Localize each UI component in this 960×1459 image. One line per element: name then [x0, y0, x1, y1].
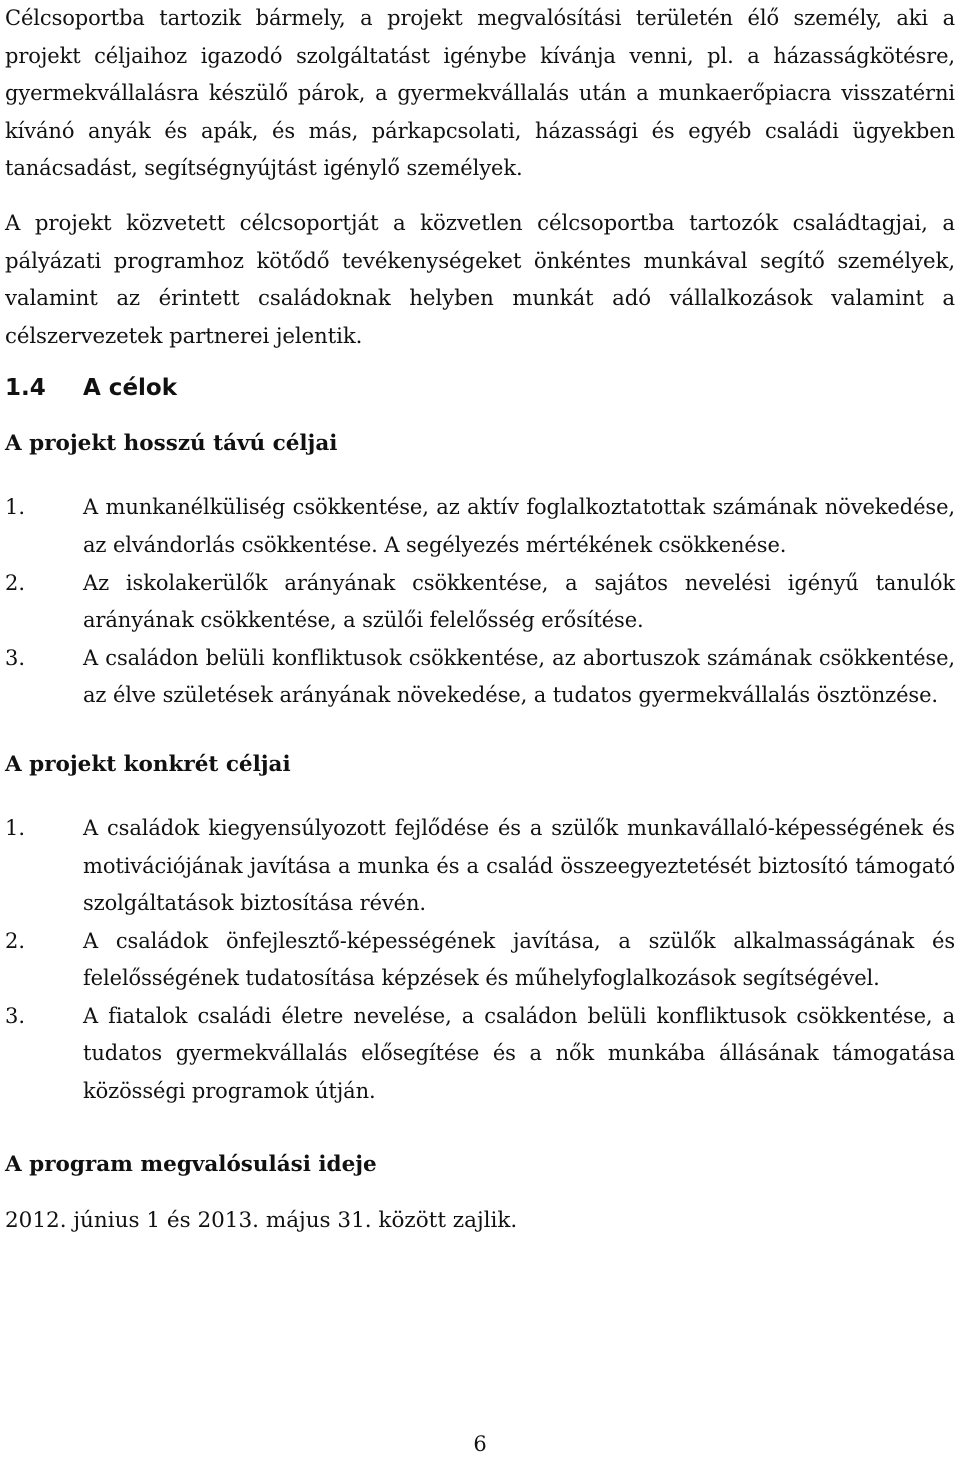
list-item-number: 2. — [5, 928, 26, 953]
page-number: 6 — [473, 1432, 487, 1456]
section-title: A célok — [83, 375, 178, 402]
list-item-text: A családok kiegyensúlyozott fejlődése és a szülők munkavállaló-képességének és motivációjának javítása a munka és a család összeegyeztetését biztosító támogató szolgáltatások biztosítása révén. — [83, 815, 955, 916]
list-item-number: 2. — [5, 570, 26, 595]
timeline-heading: A program megvalósulási ideje — [5, 1151, 377, 1177]
timeline-text: 2012. június 1 és 2013. május 31. között zajlik. — [5, 1207, 518, 1233]
document-page — [5, 0, 955, 1241]
list-item-text: A családok önfejlesztő-képességének javítása, a szülők alkalmasságának és felelősségének tudatosítása képzések és műhelyfoglalkozások segítségével. — [83, 928, 955, 991]
list-item-number: 3. — [5, 1003, 26, 1028]
list-item — [5, 923, 955, 998]
list-item-text: A fiatalok családi életre nevelése, a családon belüli konfliktusok csökkentése, a tudatos gyermekvállalás elősegítése és a nők munkába állásának támogatása közösségi programok útján. — [83, 1003, 955, 1104]
list-item-number: 1. — [5, 815, 26, 840]
list-item-text: Az iskolakerülők arányának csökkentése, a sajátos nevelési igényű tanulók arányának csökkentése, a szülői felelősség erősítése. — [83, 570, 955, 633]
list-item-text: A munkanélküliség csökkentése, az aktív foglalkoztatottak számának növekedése, az elvándorlás csökkentése. A segélyezés mértékének csökkenése. — [83, 495, 955, 557]
list-item-number: 1. — [5, 495, 26, 520]
list-item — [5, 489, 955, 564]
list-item — [5, 640, 955, 715]
concrete-goals-list — [5, 810, 955, 1111]
list-item-text: A családon belüli konfliktusok csökkentése, az abortuszok számának csökkentése, az élve születések arányának növekedése, a tudatos gyermekvállalás ösztönzése. — [83, 645, 955, 708]
section-number: 1.4 — [5, 375, 46, 402]
indirect-target-group-paragraph: A projekt közvetett célcsoportját a közvetlen célcsoportba tartozók családtagjai, a pályázati programhoz kötődő tevékenységeket önkéntes munkával segítő személyek, valamint az érintett családoknak helyben munkát adó vállalkozások valamint a célszervezetek partnerei jelentik. — [5, 210, 955, 349]
list-item — [5, 565, 955, 640]
list-item — [5, 998, 955, 1111]
section-heading — [5, 368, 955, 408]
list-item — [5, 810, 955, 923]
long-term-goals-list — [5, 489, 955, 715]
long-term-goals-heading: A projekt hosszú távú céljai — [5, 431, 338, 457]
list-item-number: 3. — [5, 645, 26, 670]
concrete-goals-heading: A projekt konkrét céljai — [5, 751, 291, 777]
target-group-paragraph: Célcsoportba tartozik bármely, a projekt megvalósítási területén élő személy, aki a projekt céljaihoz igazodó szolgáltatást igénybe kívánja venni, pl. a házasságkötésre, gyermekvállalásra készülő párok, a gyermekvállalás után a munkaerőpiacra visszatérni kívánó anyák és apák, és más, párkapcsolati, házassági és egyéb családi ügyekben tanácsadást, segítségnyújtást igénylő személyek. — [5, 6, 955, 181]
